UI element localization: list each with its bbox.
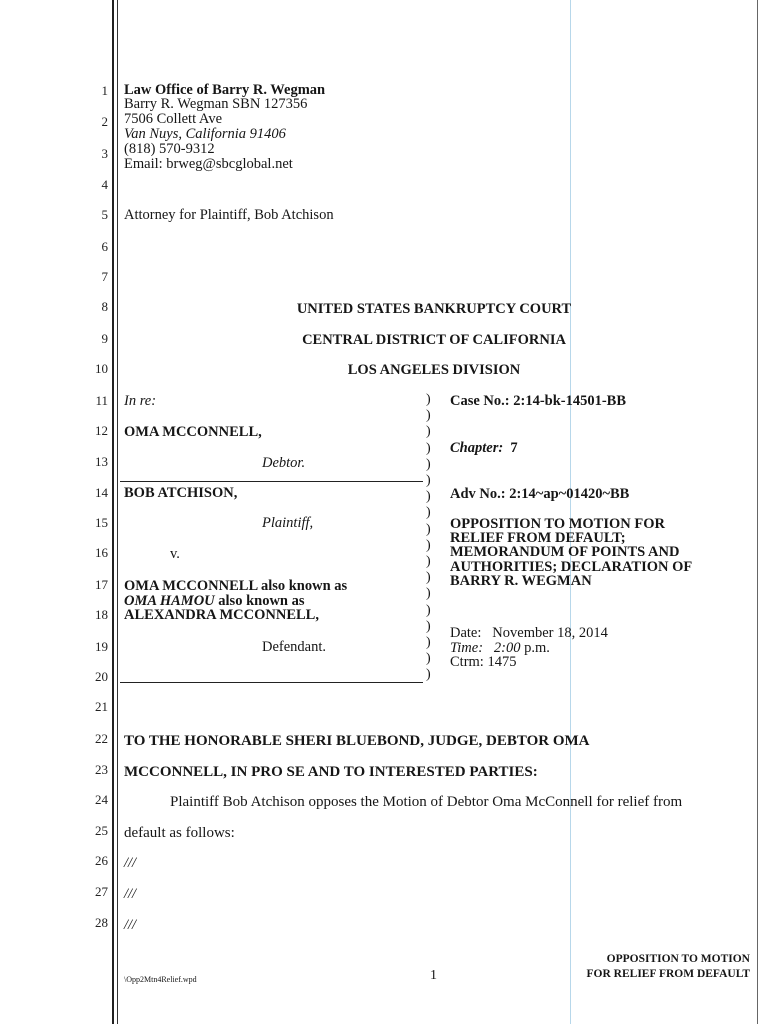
defendant-aka: also known as [214, 593, 305, 609]
document-title-line: MEMORANDUM OF POINTS AND [450, 544, 680, 561]
line-number: 27 [95, 884, 108, 899]
salutation-line-1: TO THE HONORABLE SHERI BLUEBOND, JUDGE, DEBTOR OMA [124, 733, 590, 749]
defendant-line-1: OMA MCCONNELL also known as [124, 578, 348, 594]
hearing-time-suffix: p.m. [520, 640, 550, 656]
firm-city: Van Nuys, California 91406 [124, 126, 286, 142]
defendant-alias: OMA HAMOU [124, 593, 215, 609]
debtor-name: OMA MCCONNELL, [124, 424, 262, 440]
section-separator: /// [124, 886, 137, 902]
hearing-date [450, 626, 608, 641]
salutation-line-2: MCCONNELL, IN PRO SE AND TO INTERESTED PARTIES: [124, 764, 538, 780]
court-division: LOS ANGELES DIVISION [347, 362, 521, 378]
line-number: 15 [95, 515, 108, 530]
document-title [450, 517, 692, 588]
line-number: 16 [95, 545, 108, 560]
in-re-label: In re: [124, 393, 157, 409]
firm-street: 7506 Collett Ave [124, 111, 223, 127]
line-number: 22 [95, 731, 108, 746]
line-number: 6 [101, 239, 108, 254]
caption-bottom-rule [120, 682, 423, 683]
firm-email: Email: brweg@sbcglobal.net [124, 156, 293, 172]
hearing-date-label: Date: [450, 625, 482, 641]
adv-number [450, 487, 629, 502]
line-number: 1 [101, 83, 108, 98]
line-number: 13 [95, 454, 108, 469]
line-number: 2 [101, 114, 108, 129]
line-number: 23 [95, 762, 108, 777]
case-number [450, 394, 626, 409]
hearing-time-label: Time: [450, 640, 484, 656]
case-number-value: 2:14-bk-14501-BB [513, 393, 627, 409]
line-number: 24 [95, 792, 108, 807]
court-name: UNITED STATES BANKRUPTCY COURT [296, 301, 572, 317]
line-number: 3 [101, 146, 108, 161]
right-margin-rule [757, 0, 758, 1024]
defendant-role: Defendant. [262, 639, 327, 655]
debtor-role: Debtor. [262, 455, 306, 471]
document-title-line: AUTHORITIES; DECLARATION OF [450, 558, 693, 575]
section-separator: /// [124, 917, 137, 933]
firm-phone: (818) 570-9312 [124, 141, 215, 157]
line-number: 7 [101, 269, 108, 284]
document-title-line: BARRY R. WEGMAN [450, 572, 592, 589]
line-number: 18 [95, 607, 108, 622]
defendant-line-3: ALEXANDRA MCCONNELL, [124, 607, 319, 623]
line-number: 19 [95, 639, 108, 654]
hearing-date-value: November 18, 2014 [492, 625, 608, 641]
line-number: 9 [101, 331, 108, 346]
line-number: 21 [95, 699, 108, 714]
line-number: 14 [95, 485, 108, 500]
footer-filename: \Opp2Mtn4Relief.wpd [124, 975, 197, 984]
line-number: 17 [95, 577, 108, 592]
body-paragraph-line-1: Plaintiff Bob Atchison opposes the Motion of Debtor Oma McConnell for relief from [170, 794, 683, 810]
footer-title [545, 952, 750, 982]
case-number-label: Case No.: [450, 393, 510, 409]
scan-artifact-line [570, 0, 571, 1024]
line-number: 10 [95, 361, 108, 376]
document-title-line: OPPOSITION TO MOTION FOR [450, 516, 665, 532]
line-number: 28 [95, 915, 108, 930]
page-number: 1 [430, 968, 437, 983]
line-number: 26 [95, 853, 108, 868]
caption-parens: ) ) ) ) ) ) ) ) ) ) ) ) ) ) ) ) ) ) [426, 392, 431, 683]
court-district: CENTRAL DISTRICT OF CALIFORNIA [302, 332, 566, 348]
caption-divider [120, 481, 423, 482]
attorney-name: Barry R. Wegman SBN 127356 [124, 96, 308, 112]
left-margin-rule [112, 0, 114, 1024]
hearing-time-value: 2:00 [493, 640, 521, 656]
section-separator: /// [124, 855, 137, 871]
plaintiff-name: BOB ATCHISON, [124, 485, 238, 501]
footer-title-line-1: OPPOSITION TO MOTION [606, 953, 750, 965]
courtroom: Ctrm: 1475 [450, 654, 517, 670]
document-title-line: RELIEF FROM DEFAULT; [450, 530, 626, 547]
line-number: 8 [101, 299, 108, 314]
adv-number-value: 2:14~ap~01420~BB [509, 486, 630, 502]
line-number: 11 [95, 393, 108, 408]
line-number: 5 [101, 207, 108, 222]
firm-name: Law Office of Barry R. Wegman [124, 82, 326, 98]
line-number: 25 [95, 823, 108, 838]
chapter-value: 7 [510, 440, 518, 456]
body-paragraph-line-2: default as follows: [124, 825, 235, 841]
versus: v. [170, 546, 180, 562]
line-number: 4 [101, 177, 108, 192]
left-margin-rule-inner [117, 0, 118, 1024]
plaintiff-role: Plaintiff, [262, 515, 314, 531]
chapter-label: Chapter: [450, 440, 504, 456]
line-number: 20 [95, 669, 108, 684]
attorney-for: Attorney for Plaintiff, Bob Atchison [124, 207, 334, 223]
chapter [450, 441, 518, 456]
adv-number-label: Adv No.: [450, 486, 506, 502]
line-number: 12 [95, 423, 108, 438]
footer-title-line-2: FOR RELIEF FROM DEFAULT [586, 968, 750, 980]
